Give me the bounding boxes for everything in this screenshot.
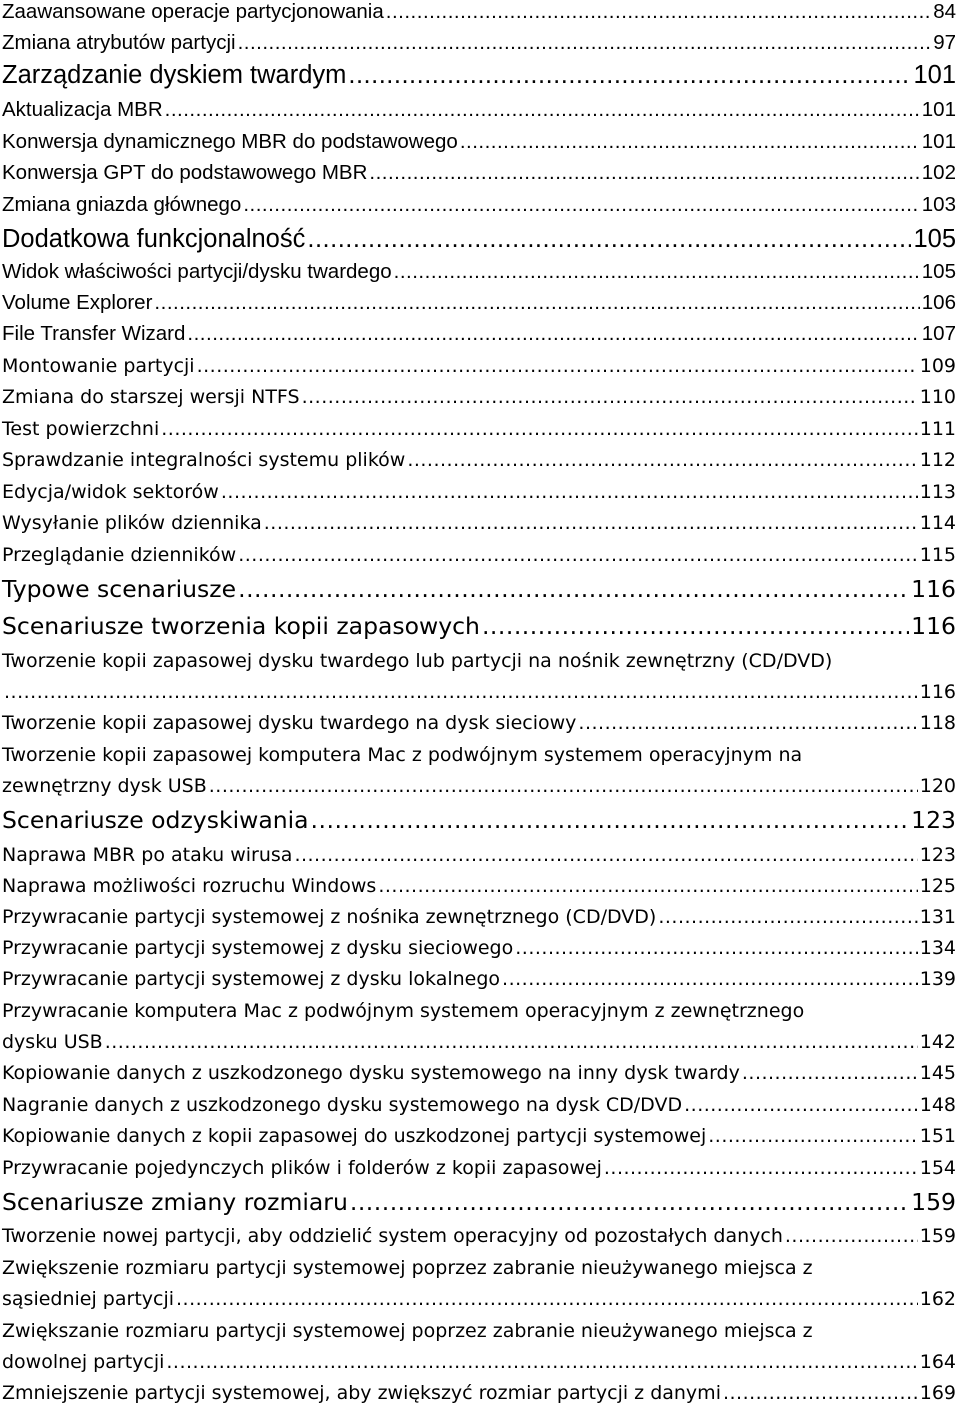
toc-entry-title: Scenariusze odzyskiwania bbox=[2, 806, 309, 834]
toc-entry-page: 101 bbox=[921, 130, 956, 153]
dot-leader bbox=[302, 382, 918, 412]
toc-entry-page: 109 bbox=[919, 355, 956, 377]
toc-entry-title: Naprawa MBR po ataku wirusa bbox=[2, 844, 293, 866]
toc-entry-title: Zarządzanie dyskiem twardym bbox=[2, 61, 347, 89]
dot-leader bbox=[378, 871, 917, 901]
toc-section-heading bbox=[2, 58, 956, 92]
dot-leader bbox=[386, 0, 931, 27]
toc-entry-page: 148 bbox=[919, 1094, 956, 1116]
toc-entry-page: 84 bbox=[933, 0, 956, 23]
toc-entry bbox=[2, 0, 956, 27]
toc-entry bbox=[2, 127, 956, 157]
dot-leader bbox=[394, 257, 920, 287]
toc-entry-page: 162 bbox=[919, 1288, 956, 1310]
dot-leader bbox=[482, 609, 909, 643]
toc-entry-title-line1: Tworzenie kopii zapasowej dysku twardego lub partycji na nośnik zewnętrzny (CD/DVD) bbox=[2, 650, 833, 672]
toc-entry-page: 113 bbox=[919, 481, 956, 503]
toc-entry bbox=[2, 477, 956, 507]
toc-entry-title: Typowe scenariusze bbox=[2, 575, 237, 603]
dot-leader bbox=[221, 477, 918, 507]
toc-section-heading bbox=[2, 803, 956, 837]
toc-entry bbox=[2, 933, 956, 963]
toc-entry-page: 101 bbox=[913, 61, 956, 89]
toc-entry-page: 111 bbox=[919, 418, 956, 440]
toc-entry-title: Kopiowanie danych z uszkodzonego dysku systemowego na inny dysk twardy bbox=[2, 1062, 740, 1084]
toc-entry-page: 114 bbox=[919, 512, 956, 534]
dot-leader bbox=[708, 1121, 918, 1151]
toc-entry bbox=[2, 871, 956, 901]
toc-entry-page: 151 bbox=[919, 1125, 956, 1147]
toc-entry-page: 169 bbox=[919, 1382, 956, 1404]
toc-entry-page: 159 bbox=[911, 1188, 956, 1216]
toc-entry bbox=[2, 508, 956, 538]
toc-entry bbox=[2, 1121, 956, 1151]
toc-entry bbox=[2, 677, 956, 707]
toc-entry-page: 115 bbox=[919, 544, 956, 566]
toc-entry-title: Scenariusze tworzenia kopii zapasowych bbox=[2, 612, 480, 640]
toc-entry-page: 118 bbox=[919, 712, 956, 734]
dot-leader bbox=[604, 1153, 918, 1183]
toc-entry-title: Zmiana gniazda głównego bbox=[2, 193, 242, 216]
toc-entry bbox=[2, 1284, 956, 1314]
dot-leader bbox=[197, 351, 918, 381]
toc-entry-page: 112 bbox=[919, 449, 956, 471]
toc-entry-title: Zmiana do starszej wersji NTFS bbox=[2, 386, 300, 408]
toc-entry bbox=[2, 288, 956, 318]
toc-entry-title-line1: Przywracanie komputera Mac z podwójnym systemem operacyjnym z zewnętrznego bbox=[2, 1000, 805, 1022]
toc-entry-page: 116 bbox=[911, 612, 956, 640]
toc-entry bbox=[2, 1153, 956, 1183]
toc-entry-title: Przywracanie pojedynczych plików i folderów z kopii zapasowej bbox=[2, 1157, 602, 1179]
dot-leader bbox=[785, 1221, 918, 1251]
dot-leader bbox=[166, 1347, 917, 1377]
toc-entry-page: 97 bbox=[933, 31, 956, 54]
toc-entry bbox=[2, 257, 956, 287]
dot-leader bbox=[187, 319, 919, 349]
dot-leader bbox=[658, 902, 917, 932]
dot-leader bbox=[348, 58, 911, 92]
toc-entry bbox=[2, 1378, 956, 1408]
toc-entry-page: 125 bbox=[919, 875, 956, 897]
dot-leader bbox=[176, 1284, 918, 1314]
toc-entry bbox=[2, 351, 956, 381]
toc-entry-page: 116 bbox=[911, 575, 956, 603]
toc-entry-page: 105 bbox=[913, 225, 956, 253]
toc-entry-title: Nagranie danych z uszkodzonego dysku systemowego na dysk CD/DVD bbox=[2, 1094, 683, 1116]
dot-leader bbox=[238, 28, 932, 58]
toc-entry-title: dowolnej partycji bbox=[2, 1351, 165, 1373]
dot-leader bbox=[742, 1058, 918, 1088]
toc-entry bbox=[2, 158, 956, 188]
dot-leader bbox=[264, 508, 918, 538]
dot-leader bbox=[238, 572, 909, 606]
dot-leader bbox=[4, 677, 918, 707]
toc-entry-title: Kopiowanie danych z kopii zapasowej do uszkodzonej partycji systemowej bbox=[2, 1125, 707, 1147]
toc-entry-page: 116 bbox=[919, 681, 956, 703]
toc-entry-page: 105 bbox=[921, 260, 956, 283]
dot-leader bbox=[209, 771, 918, 801]
toc-entry bbox=[2, 95, 956, 125]
toc-entry bbox=[2, 319, 956, 349]
dot-leader bbox=[105, 1027, 918, 1057]
toc-entry-title: Test powierzchni bbox=[2, 418, 160, 440]
toc-entry-page: 142 bbox=[919, 1031, 956, 1053]
toc-entry bbox=[2, 540, 956, 570]
toc-entry-title: Tworzenie kopii zapasowej dysku twardego na dysk sieciowy bbox=[2, 712, 577, 734]
toc-entry bbox=[2, 964, 956, 994]
toc-entry-page: 139 bbox=[919, 968, 956, 990]
toc-entry bbox=[2, 771, 956, 801]
toc-section-heading bbox=[2, 1185, 956, 1219]
dot-leader bbox=[502, 964, 918, 994]
toc-entry bbox=[2, 28, 956, 58]
toc-section-heading bbox=[2, 609, 956, 643]
toc-entry bbox=[2, 840, 956, 870]
toc-entry bbox=[2, 708, 956, 738]
dot-leader bbox=[723, 1378, 918, 1408]
toc-entry-page: 102 bbox=[921, 161, 956, 184]
dot-leader bbox=[369, 158, 919, 188]
toc-entry bbox=[2, 382, 956, 412]
toc-entry bbox=[2, 902, 956, 932]
toc-entry-title: Aktualizacja MBR bbox=[2, 98, 163, 121]
toc-entry-page: 123 bbox=[919, 844, 956, 866]
toc-entry-page: 107 bbox=[921, 322, 956, 345]
toc-entry-title: Konwersja dynamicznego MBR do podstawowego bbox=[2, 130, 458, 153]
toc-entry-title: Przywracanie partycji systemowej z nośnika zewnętrznego (CD/DVD) bbox=[2, 906, 657, 928]
toc-entry bbox=[2, 1027, 956, 1057]
toc-entry-title: Dodatkowa funkcjonalność bbox=[2, 225, 306, 253]
toc-entry-page: 120 bbox=[919, 775, 956, 797]
dot-leader bbox=[350, 1185, 909, 1219]
toc-entry-page: 145 bbox=[919, 1062, 956, 1084]
toc-entry bbox=[2, 1058, 956, 1088]
toc-entry-title: Przeglądanie dzienników bbox=[2, 544, 237, 566]
dot-leader bbox=[407, 445, 917, 475]
toc-entry-page: 134 bbox=[919, 937, 956, 959]
toc-section-heading bbox=[2, 222, 956, 256]
toc-entry-page: 131 bbox=[919, 906, 956, 928]
toc-entry-title: Zmiana atrybutów partycji bbox=[2, 31, 236, 54]
toc-entry bbox=[2, 445, 956, 475]
toc-entry-title: Volume Explorer bbox=[2, 291, 153, 314]
toc-entry-title: zewnętrzny dysk USB bbox=[2, 775, 207, 797]
dot-leader bbox=[460, 127, 920, 157]
dot-leader bbox=[154, 288, 919, 318]
dot-leader bbox=[578, 708, 917, 738]
dot-leader bbox=[238, 540, 918, 570]
toc-entry-title: Edycja/widok sektorów bbox=[2, 481, 219, 503]
toc-entry-page: 164 bbox=[919, 1351, 956, 1373]
toc-entry-title: Scenariusze zmiany rozmiaru bbox=[2, 1188, 348, 1216]
dot-leader bbox=[684, 1090, 918, 1120]
toc-entry-title: Montowanie partycji bbox=[2, 355, 195, 377]
toc-entry-title: Przywracanie partycji systemowej z dysku sieciowego bbox=[2, 937, 514, 959]
toc-entry-page: 154 bbox=[919, 1157, 956, 1179]
toc-entry-title: Sprawdzanie integralności systemu plików bbox=[2, 449, 406, 471]
dot-leader bbox=[294, 840, 917, 870]
toc-entry-title: Widok właściwości partycji/dysku twardego bbox=[2, 260, 392, 283]
toc-entry bbox=[2, 1347, 956, 1377]
toc-entry-page: 123 bbox=[911, 806, 956, 834]
toc-entry-title: dysku USB bbox=[2, 1031, 103, 1053]
toc-entry-title-line1: Zwiększanie rozmiaru partycji systemowej poprzez zabranie nieużywanego miejsca z bbox=[2, 1320, 813, 1342]
toc-entry-title-line1: Zwiększenie rozmiaru partycji systemowej poprzez zabranie nieużywanego miejsca z bbox=[2, 1257, 813, 1279]
toc-entry-title: sąsiedniej partycji bbox=[2, 1288, 175, 1310]
toc-entry bbox=[2, 1090, 956, 1120]
toc-entry-page: 106 bbox=[921, 291, 956, 314]
dot-leader bbox=[165, 95, 920, 125]
toc-entry-page: 103 bbox=[921, 193, 956, 216]
toc-entry-title: Naprawa możliwości rozruchu Windows bbox=[2, 875, 377, 897]
toc-entry-page: 159 bbox=[919, 1225, 956, 1247]
toc-entry-title: File Transfer Wizard bbox=[2, 322, 186, 345]
toc-entry-page: 110 bbox=[919, 386, 956, 408]
dot-leader bbox=[161, 414, 917, 444]
toc-entry-title: Tworzenie nowej partycji, aby oddzielić system operacyjny od pozostałych danych bbox=[2, 1225, 783, 1247]
dot-leader bbox=[311, 803, 910, 837]
toc-entry-page: 101 bbox=[921, 98, 956, 121]
toc-entry bbox=[2, 190, 956, 220]
dot-leader bbox=[243, 190, 919, 220]
dot-leader bbox=[307, 222, 911, 256]
dot-leader bbox=[515, 933, 917, 963]
toc-entry bbox=[2, 1221, 956, 1251]
toc-entry-title: Wysyłanie plików dziennika bbox=[2, 512, 262, 534]
toc-entry bbox=[2, 414, 956, 444]
toc-entry-title: Konwersja GPT do podstawowego MBR bbox=[2, 161, 368, 184]
toc-entry-title: Zmniejszenie partycji systemowej, aby zwiększyć rozmiar partycji z danymi bbox=[2, 1382, 721, 1404]
toc-section-heading bbox=[2, 572, 956, 606]
toc-entry-title-line1: Tworzenie kopii zapasowej komputera Mac z podwójnym systemem operacyjnym na bbox=[2, 744, 803, 766]
toc-entry-title: Zaawansowane operacje partycjonowania bbox=[2, 0, 384, 23]
toc-entry-title: Przywracanie partycji systemowej z dysku lokalnego bbox=[2, 968, 501, 990]
